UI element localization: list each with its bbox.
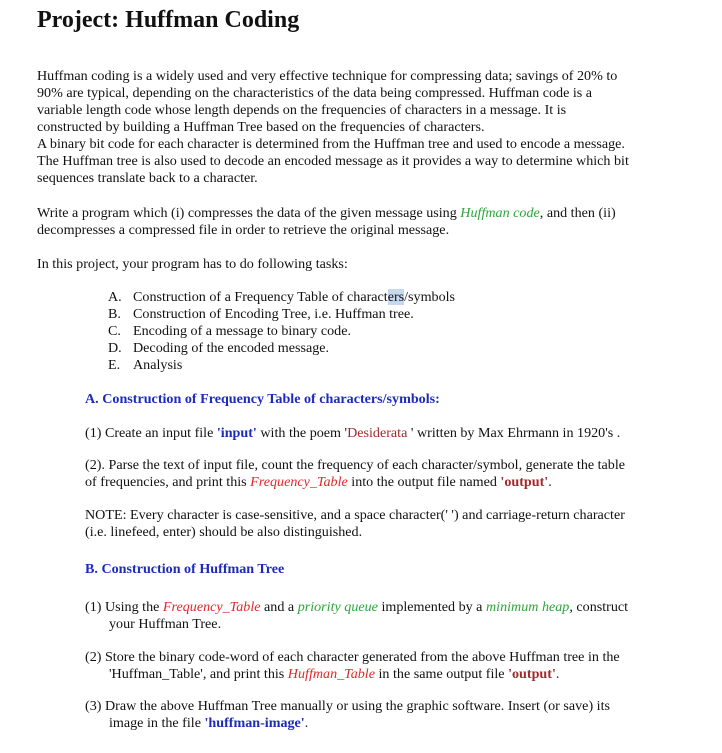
section-a-item-1 [85, 425, 620, 442]
section-b-item-2-line-2 [109, 666, 559, 683]
huffman-code-term: Huffman code [460, 205, 540, 221]
intro-line-6: The Huffman tree is also used to decode an encoded message as it provides a way to determine which bit [37, 153, 629, 169]
item-text: image in the file [109, 715, 205, 731]
section-b-item-3-line-2 [109, 715, 308, 732]
item-text: , construct [569, 599, 629, 615]
poem-name: Desiderata [347, 425, 408, 441]
task-letter: B. [108, 306, 121, 322]
item-text: in the same output file [374, 666, 509, 682]
item-text: (1) Using the [85, 599, 163, 615]
task-letter: E. [108, 357, 121, 373]
section-b-item-1-line-1 [85, 599, 628, 616]
note-line-2: (i.e. linefeed, enter) should be also distinguished. [85, 524, 363, 540]
item-text: . [555, 666, 560, 682]
item-text: (1) Create an input file [85, 425, 217, 441]
task-letter: A. [108, 289, 122, 305]
task-text: Encoding of a message to binary code. [133, 323, 351, 339]
section-a-item-2-line-2 [85, 474, 552, 491]
output-file-name: 'output' [508, 666, 556, 682]
intro-line-7: sequences translate back to a character. [37, 170, 258, 186]
page-title: Project: Huffman Coding [37, 7, 300, 33]
task-text [133, 289, 455, 306]
minimum-heap-term: minimum heap [485, 599, 570, 615]
item-text: 'Huffman_Table', and print this [109, 666, 288, 682]
task-item-c [108, 323, 351, 340]
intro-line-3: variable length code whose length depends on the frequencies of characters in a message. It is [37, 102, 567, 118]
output-file-name: 'output' [500, 474, 549, 490]
task-item-d [108, 340, 330, 357]
item-text: of frequencies, and print this [85, 474, 251, 490]
write-line-1 [37, 205, 616, 222]
task-letter: D. [108, 340, 122, 356]
section-b-item-3-line-1: (3) Draw the above Huffman Tree manually or using the graphic software. Insert (or save) its [85, 698, 610, 714]
item-text: into the output file named [347, 474, 501, 490]
task-text: Decoding of the encoded message. [133, 340, 330, 356]
write-text-2: , and then (ii) [539, 205, 616, 221]
intro-line-5: A binary bit code for each character is determined from the Huffman tree and used to encode a message. [37, 136, 625, 152]
task-text: Construction of Encoding Tree, i.e. Huffman tree. [133, 306, 414, 322]
huffman-table-term: Huffman_Table [287, 666, 375, 682]
item-text: and a [260, 599, 298, 615]
highlighted-text: ers [387, 289, 405, 305]
section-b-item-2-line-1: (2) Store the binary code-word of each character generated from the above Huffman tree in the [85, 649, 620, 665]
item-text: . [304, 715, 309, 731]
task-item-a [108, 289, 456, 306]
intro-line-2: 90% are typical, depending on the characteristics of the data being compressed. Huffman code is a [37, 85, 593, 101]
item-text: with the poem ' [256, 425, 348, 441]
section-a-item-2-line-1: (2). Parse the text of input file, count the frequency of each character/symbol, generate the table [85, 457, 626, 473]
task-text: Analysis [133, 357, 183, 373]
task-text-post: /symbols [404, 289, 456, 305]
write-line-2: decompresses a compressed file in order to retrieve the original message. [37, 222, 450, 238]
section-b-heading: B. Construction of Huffman Tree [85, 561, 285, 577]
intro-line-4: constructed by building a Huffman Tree based on the frequencies of characters. [37, 119, 485, 135]
item-text: ' written by Max Ehrmann in 1920's . [407, 425, 621, 441]
priority-queue-term: priority queue [297, 599, 378, 615]
section-a-heading: A. Construction of Frequency Table of characters/symbols: [85, 391, 440, 407]
task-letter: C. [108, 323, 121, 339]
task-text-pre: Construction of a Frequency Table of charact [133, 289, 388, 305]
item-text: . [548, 474, 552, 490]
tasks-intro: In this project, your program has to do following tasks: [37, 256, 348, 272]
huffman-image-file-name: 'huffman-image' [204, 715, 305, 731]
frequency-table-term: Frequency_Table [250, 474, 348, 490]
task-item-e [108, 357, 183, 374]
input-file-name: 'input' [216, 425, 257, 441]
task-item-b [108, 306, 414, 323]
intro-line-1: Huffman coding is a widely used and very effective technique for compressing data; savings of 20% to [37, 68, 618, 84]
write-text-1: Write a program which (i) compresses the data of the given message using [37, 205, 461, 221]
frequency-table-term: Frequency_Table [162, 599, 261, 615]
item-text: implemented by a [377, 599, 486, 615]
section-b-item-1-line-2: your Huffman Tree. [109, 616, 222, 632]
note-line-1: NOTE: Every character is case-sensitive, and a space character(' ') and carriage-return character [85, 507, 625, 523]
